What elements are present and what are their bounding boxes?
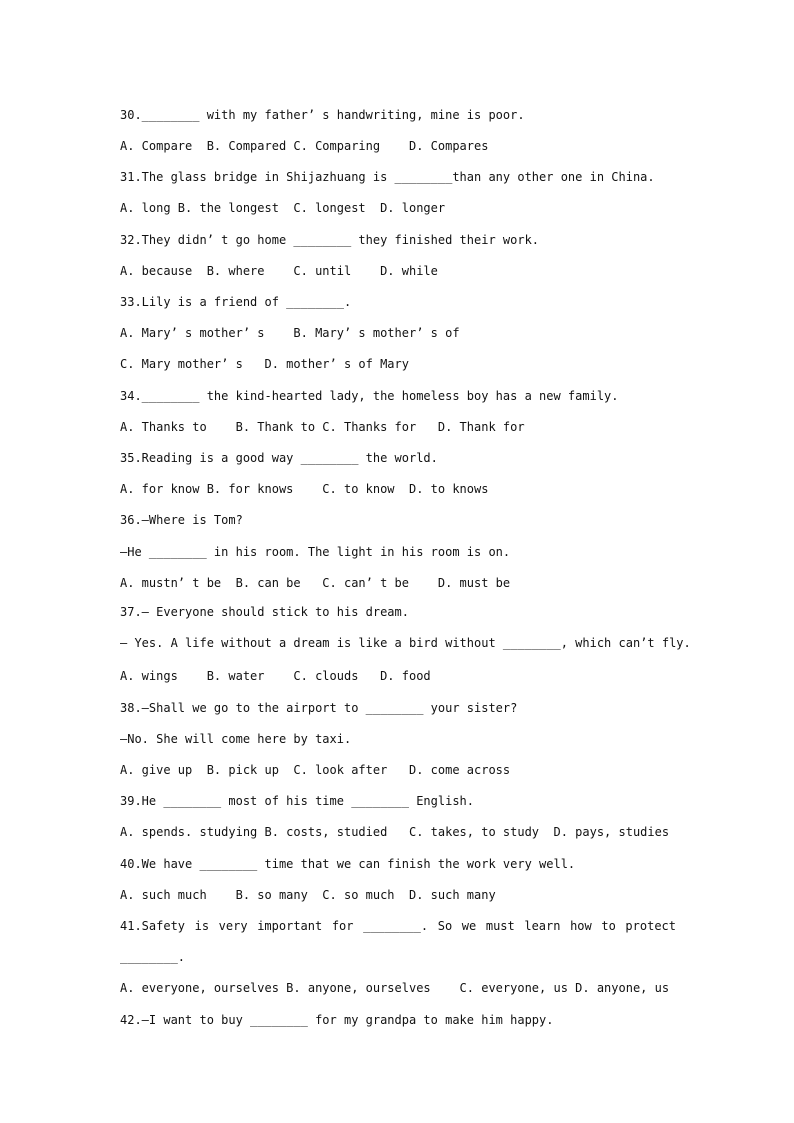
options-30: A. Compare B. Compared C. Comparing D. Compares bbox=[120, 139, 489, 153]
question-41-continued: ________. bbox=[120, 950, 186, 964]
options-35: A. for know B. for knows C. to know D. to knows bbox=[120, 482, 489, 496]
dialogue-37: — Yes. A life without a dream is like a bird without ________, which can’t fly. bbox=[120, 636, 691, 650]
options-38: A. give up B. pick up C. look after D. come across bbox=[120, 763, 511, 777]
question-31: 31.The glass bridge in Shijazhuang is ________than any other one in China. bbox=[120, 170, 655, 184]
options-34: A. Thanks to B. Thank to C. Thanks for D. Thank for bbox=[120, 420, 525, 434]
question-39: 39.He ________ most of his time ________ English. bbox=[120, 794, 475, 808]
options-33-ab: A. Mary’ s mother’ s B. Mary’ s mother’ s of bbox=[120, 326, 460, 340]
options-33-cd: C. Mary mother’ s D. mother’ s of Mary bbox=[120, 357, 409, 371]
dialogue-36: —He ________ in his room. The light in his room is on. bbox=[120, 545, 511, 559]
options-40: A. such much B. so many C. so much D. such many bbox=[120, 888, 496, 902]
question-41: 41.Safety is very important for ________. So we must learn how to protect bbox=[120, 919, 676, 933]
question-40: 40.We have ________ time that we can finish the work very well. bbox=[120, 857, 576, 871]
dialogue-38: —No. She will come here by taxi. bbox=[120, 732, 352, 746]
options-31: A. long B. the longest C. longest D. longer bbox=[120, 201, 446, 215]
question-32: 32.They didn’ t go home ________ they finished their work. bbox=[120, 233, 540, 247]
options-41: A. everyone, ourselves B. anyone, ourselves C. everyone, us D. anyone, us bbox=[120, 981, 670, 995]
question-34: 34.________ the kind-hearted lady, the homeless boy has a new family. bbox=[120, 389, 619, 403]
question-42: 42.—I want to buy ________ for my grandpa to make him happy. bbox=[120, 1013, 554, 1027]
question-38: 38.—Shall we go to the airport to ________ your sister? bbox=[120, 701, 518, 715]
options-37: A. wings B. water C. clouds D. food bbox=[120, 669, 431, 683]
options-39: A. spends. studying B. costs, studied C. takes, to study D. pays, studies bbox=[120, 825, 670, 839]
options-36: A. mustn’ t be B. can be C. can’ t be D. must be bbox=[120, 576, 511, 590]
options-32: A. because B. where C. until D. while bbox=[120, 264, 438, 278]
question-33: 33.Lily is a friend of ________. bbox=[120, 295, 352, 309]
question-36: 36.—Where is Tom? bbox=[120, 513, 243, 527]
question-37: 37.— Everyone should stick to his dream. bbox=[120, 605, 409, 619]
question-30: 30.________ with my father’ s handwriting, mine is poor. bbox=[120, 108, 525, 122]
question-35: 35.Reading is a good way ________ the world. bbox=[120, 451, 438, 465]
